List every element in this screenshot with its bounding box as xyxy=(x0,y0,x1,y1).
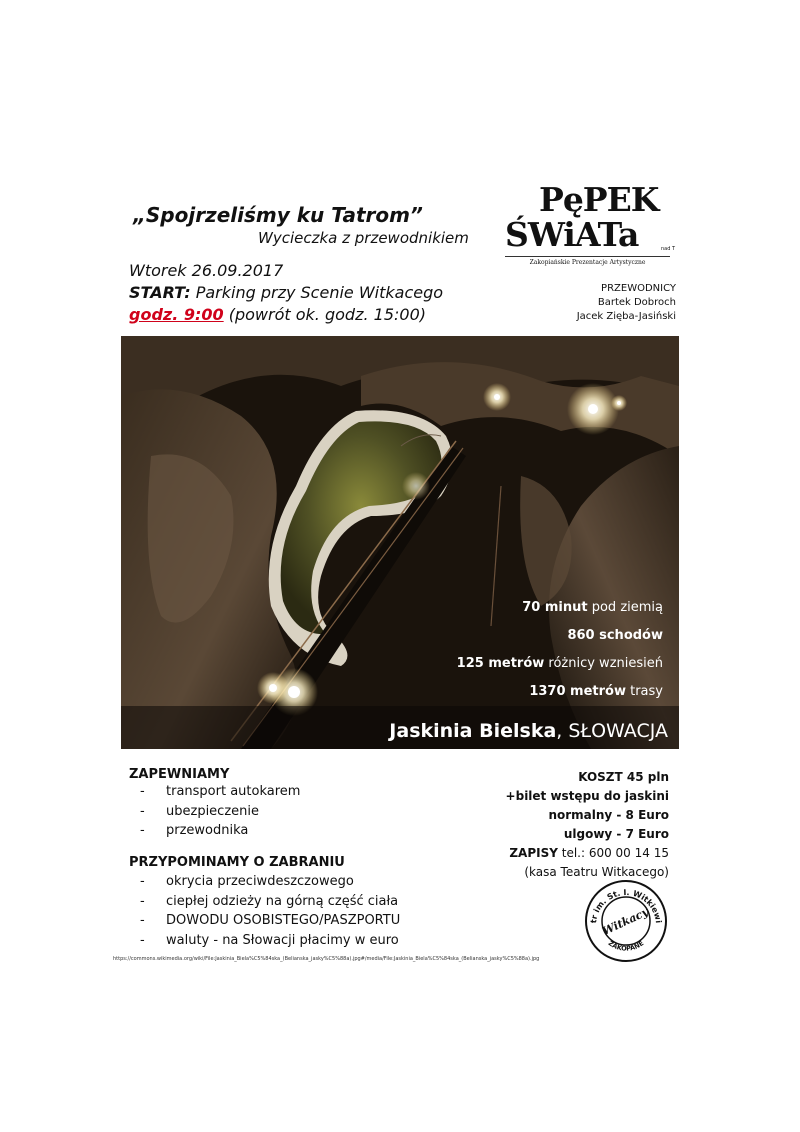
page-title: „Spojrzeliśmy ku Tatrom” xyxy=(133,203,423,227)
fact-value: 70 minut xyxy=(522,600,588,615)
ticket-normal xyxy=(506,806,669,825)
list-item-text: DOWODU OSOBISTEGO/PASZPORTU xyxy=(166,913,401,928)
cave-name xyxy=(389,720,668,742)
logo-line-2: ŚWiATa xyxy=(505,215,639,254)
event-date: Wtorek 26.09.2017 xyxy=(129,261,284,280)
remind-list xyxy=(140,872,400,950)
ticket-reduced-text: ulgowy - 7 Euro xyxy=(563,827,669,841)
signup-label: ZAPISY xyxy=(509,846,558,860)
ticket-normal-text: normalny - 8 Euro xyxy=(548,808,669,822)
fact-value: 125 metrów xyxy=(456,656,545,671)
stamp-icon xyxy=(584,879,668,963)
guide-name: Bartek Dobroch xyxy=(597,297,676,308)
list-item-text: ciepłej odzieży na górną część ciała xyxy=(166,893,399,909)
theatre-stamp xyxy=(584,879,668,963)
fact-row xyxy=(457,594,663,622)
signup-place: (kasa Teatru Witkacego) xyxy=(524,865,669,879)
provide-list xyxy=(140,782,300,841)
logo-tagline: Zakopiańskie Prezentacje Artystyczne xyxy=(505,256,670,266)
price-block xyxy=(506,768,669,882)
guide-name: Jacek Zięba-Jasiński xyxy=(576,311,676,322)
cave-facts xyxy=(457,594,663,706)
dash: - xyxy=(140,784,145,799)
ticket xyxy=(506,787,669,806)
svg-text:ZAKOPANE xyxy=(607,939,646,953)
cave-country: , SŁOWACJA xyxy=(556,720,668,742)
list-item-text: przewodnika xyxy=(166,823,249,838)
logo-mark: nad T xyxy=(661,246,676,252)
list-item xyxy=(140,911,400,931)
provide-heading: ZAPEWNIAMY xyxy=(129,767,230,782)
source-url: https://commons.wikimedia.org/wiki/File:Jaskinia_Biela%C5%84ska_(Belianska_jasky%C5%88a).jpg#/media/File:Jaskinia_Biela%C5%84ska_(Belianska_jasky%C5%88a).jpg xyxy=(113,956,540,962)
guides-block xyxy=(577,282,676,324)
list-item xyxy=(140,782,300,802)
fact-value: 860 schodów xyxy=(567,628,663,643)
list-item xyxy=(140,931,400,951)
cave-name-bold: Jaskinia Bielska xyxy=(389,720,557,742)
list-item xyxy=(140,821,300,841)
stamp-center-text: Witkacy xyxy=(600,905,651,938)
list-item-text: okrycia przeciwdeszczowego xyxy=(166,874,354,889)
logo-line-1: PęPEK xyxy=(539,180,659,219)
start-label: START: xyxy=(129,283,191,302)
list-item-text: ubezpieczenie xyxy=(166,803,259,819)
fact-text: trasy xyxy=(625,684,663,699)
list-item xyxy=(140,802,300,822)
ticket-reduced xyxy=(506,825,669,844)
list-item xyxy=(140,872,400,892)
ticket-text: +bilet wstępu do jaskini xyxy=(505,789,669,803)
fact-row xyxy=(457,678,663,706)
remind-heading: PRZYPOMINAMY O ZABRANIU xyxy=(129,855,345,870)
fact-text: pod ziemią xyxy=(587,600,663,615)
dash: - xyxy=(140,823,145,838)
cost xyxy=(506,768,669,787)
stamp-ring-text: tr im. St. I. Witkiewi xyxy=(589,887,663,924)
fact-row xyxy=(457,650,663,678)
signup-phone: tel.: 600 00 14 15 xyxy=(557,846,669,860)
dash: - xyxy=(140,874,145,889)
fact-row xyxy=(457,622,663,650)
signup xyxy=(506,844,669,863)
list-item-text: transport autokarem xyxy=(166,784,301,799)
stamp-bottom-text: ZAKOPANE xyxy=(606,939,646,953)
guides-label: PRZEWODNICY xyxy=(601,283,676,294)
dash: - xyxy=(140,803,145,819)
fact-value: 1370 metrów xyxy=(529,684,626,699)
pepek-swiata-logo xyxy=(505,180,680,272)
dash: - xyxy=(140,913,145,928)
start-time: godz. 9:00 xyxy=(129,305,224,324)
fact-text: różnicy wzniesień xyxy=(544,656,663,671)
return-note: (powrót ok. godz. 15:00) xyxy=(223,305,426,324)
list-item-text: waluty - na Słowacji płacimy w euro xyxy=(166,932,399,948)
start-info xyxy=(129,283,443,302)
dash: - xyxy=(140,932,145,948)
cost-text: KOSZT 45 pln xyxy=(578,770,669,784)
list-item xyxy=(140,892,400,912)
page-subtitle: Wycieczka z przewodnikiem xyxy=(258,229,469,247)
time-info xyxy=(129,305,426,324)
start-place: Parking przy Scenie Witkacego xyxy=(190,283,444,302)
dash: - xyxy=(140,893,145,909)
